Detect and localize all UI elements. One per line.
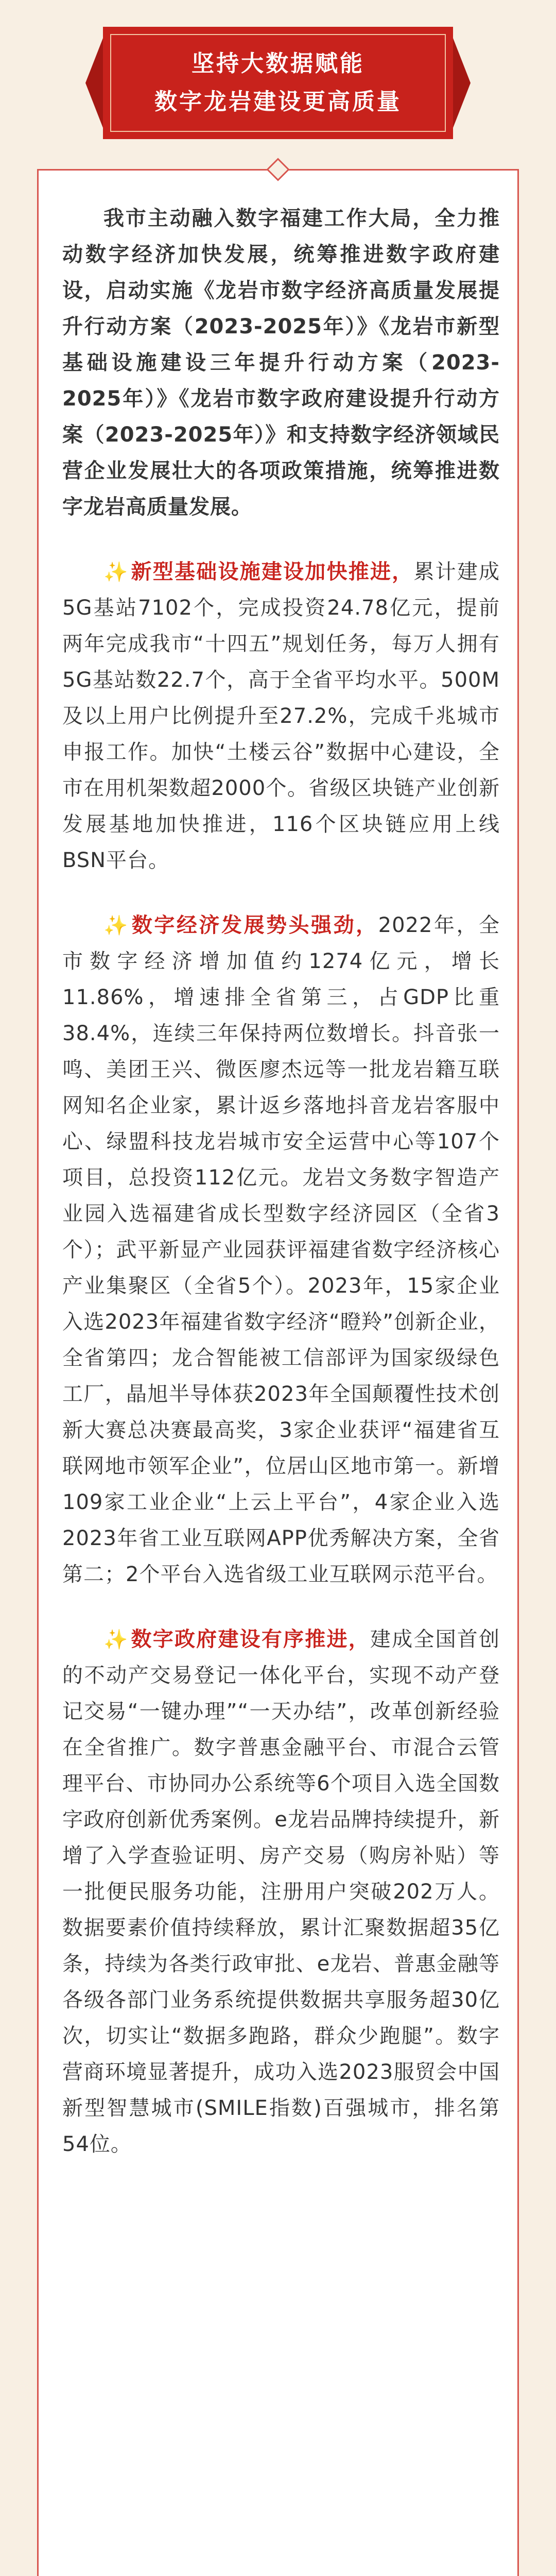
intro-paragraph: 我市主动融入数字福建工作大局，全力推动数字经济加快发展，统筹推进数字政府建设，启动实施《龙岩市数字经济高质量发展提升行动方案（2023-2025年）》《龙岩市新型基础设施建设三年提升行动方案（2023-2025年）》《龙岩市数字政府建设提升行动方案（2023-2025年）》和支持数字经济领域民营企业发展壮大的各项政策措施，统筹推进数字龙岩高质量发展。 — [62, 207, 500, 519]
title-line-2: 数字龙岩建设更高质量 — [154, 89, 402, 115]
section-keyword: 数字经济发展势头强劲， — [131, 913, 378, 937]
title-banner — [103, 27, 453, 139]
section-text: 建成全国首创的不动产交易登记一体化平台，实现不动产登记交易“一键办理”“一天办结”，改革创新经验在全省推广。数字普惠金融平台、市混合云管理平台、市协同办公系统等6个项目入选全国数字政府创新优秀案例。e龙岩品牌持续提升，新增了入学查验证明、房产交易（购房补贴）等一批便民服务功能，注册用户突破202万人。数据要素价值持续释放，累计汇聚数据超35亿条，持续为各类行政审批、e龙岩、普惠金融等各级各部门业务系统提供数据共享服务超30亿次，切实让“数据多跑路，群众少跑腿”。数字营商环境显著提升，成功入选2023服贸会中国新型智慧城市(SMILE指数)百强城市，排名第54位。 — [62, 1628, 500, 2156]
title-banner-frame — [110, 34, 446, 132]
section-infrastructure — [62, 554, 500, 878]
section-digital-government — [62, 1621, 500, 2162]
title-line-1: 坚持大数据赋能 — [192, 50, 364, 77]
sparkle-icon: ✨ — [103, 1628, 129, 1651]
section-keyword: 新型基础设施建设加快推进， — [131, 560, 414, 584]
content-card — [37, 169, 519, 2576]
content-card-body — [39, 171, 517, 2162]
section-text: 2022年，全市数字经济增加值约1274亿元，增长11.86%，增速排全省第三，占GDP比重38.4%，连续三年保持两位数增长。抖音张一鸣、美团王兴、微医廖杰远等一批龙岩籍互联网知名企业家，累计返乡落地抖音龙岩客服中心、绿盟科技龙岩城市安全运营中心等107个项目，总投资112亿元。龙岩文务数字智造产业园入选福建省成长型数字经济园区（全省3个）；武平新显产业园获评福建省数字经济核心产业集聚区（全省5个）。2023年，15家企业入选2023年福建省数字经济“瞪羚”创新企业，全省第四；龙合智能被工信部评为国家级绿色工厂，晶旭半导体获2023年全国颠覆性技术创新大赛总决赛最高奖，3家企业获评“福建省互联网地市领军企业”，位居山区地市第一。新增109家工业企业“上云上平台”，4家企业入选2023年省工业互联网APP优秀解决方案，全省第二；2个平台入选省级工业互联网示范平台。 — [62, 913, 500, 1586]
section-text: 累计建成5G基站7102个，完成投资24.78亿元，提前两年完成我市“十四五”规划任务，每万人拥有5G基站数22.7个，高于全省平均水平。500M及以上用户比例提升至27.2%，完成千兆城市申报工作。加快“土楼云谷”数据中心建设，全市在用机架数超2000个。省级区块链产业创新发展基地加快推进，116个区块链应用上线BSN平台。 — [62, 560, 500, 872]
sparkle-icon: ✨ — [103, 914, 130, 937]
section-keyword: 数字政府建设有序推进， — [131, 1628, 370, 1651]
sparkle-icon: ✨ — [103, 561, 129, 583]
section-digital-economy — [62, 907, 500, 1592]
